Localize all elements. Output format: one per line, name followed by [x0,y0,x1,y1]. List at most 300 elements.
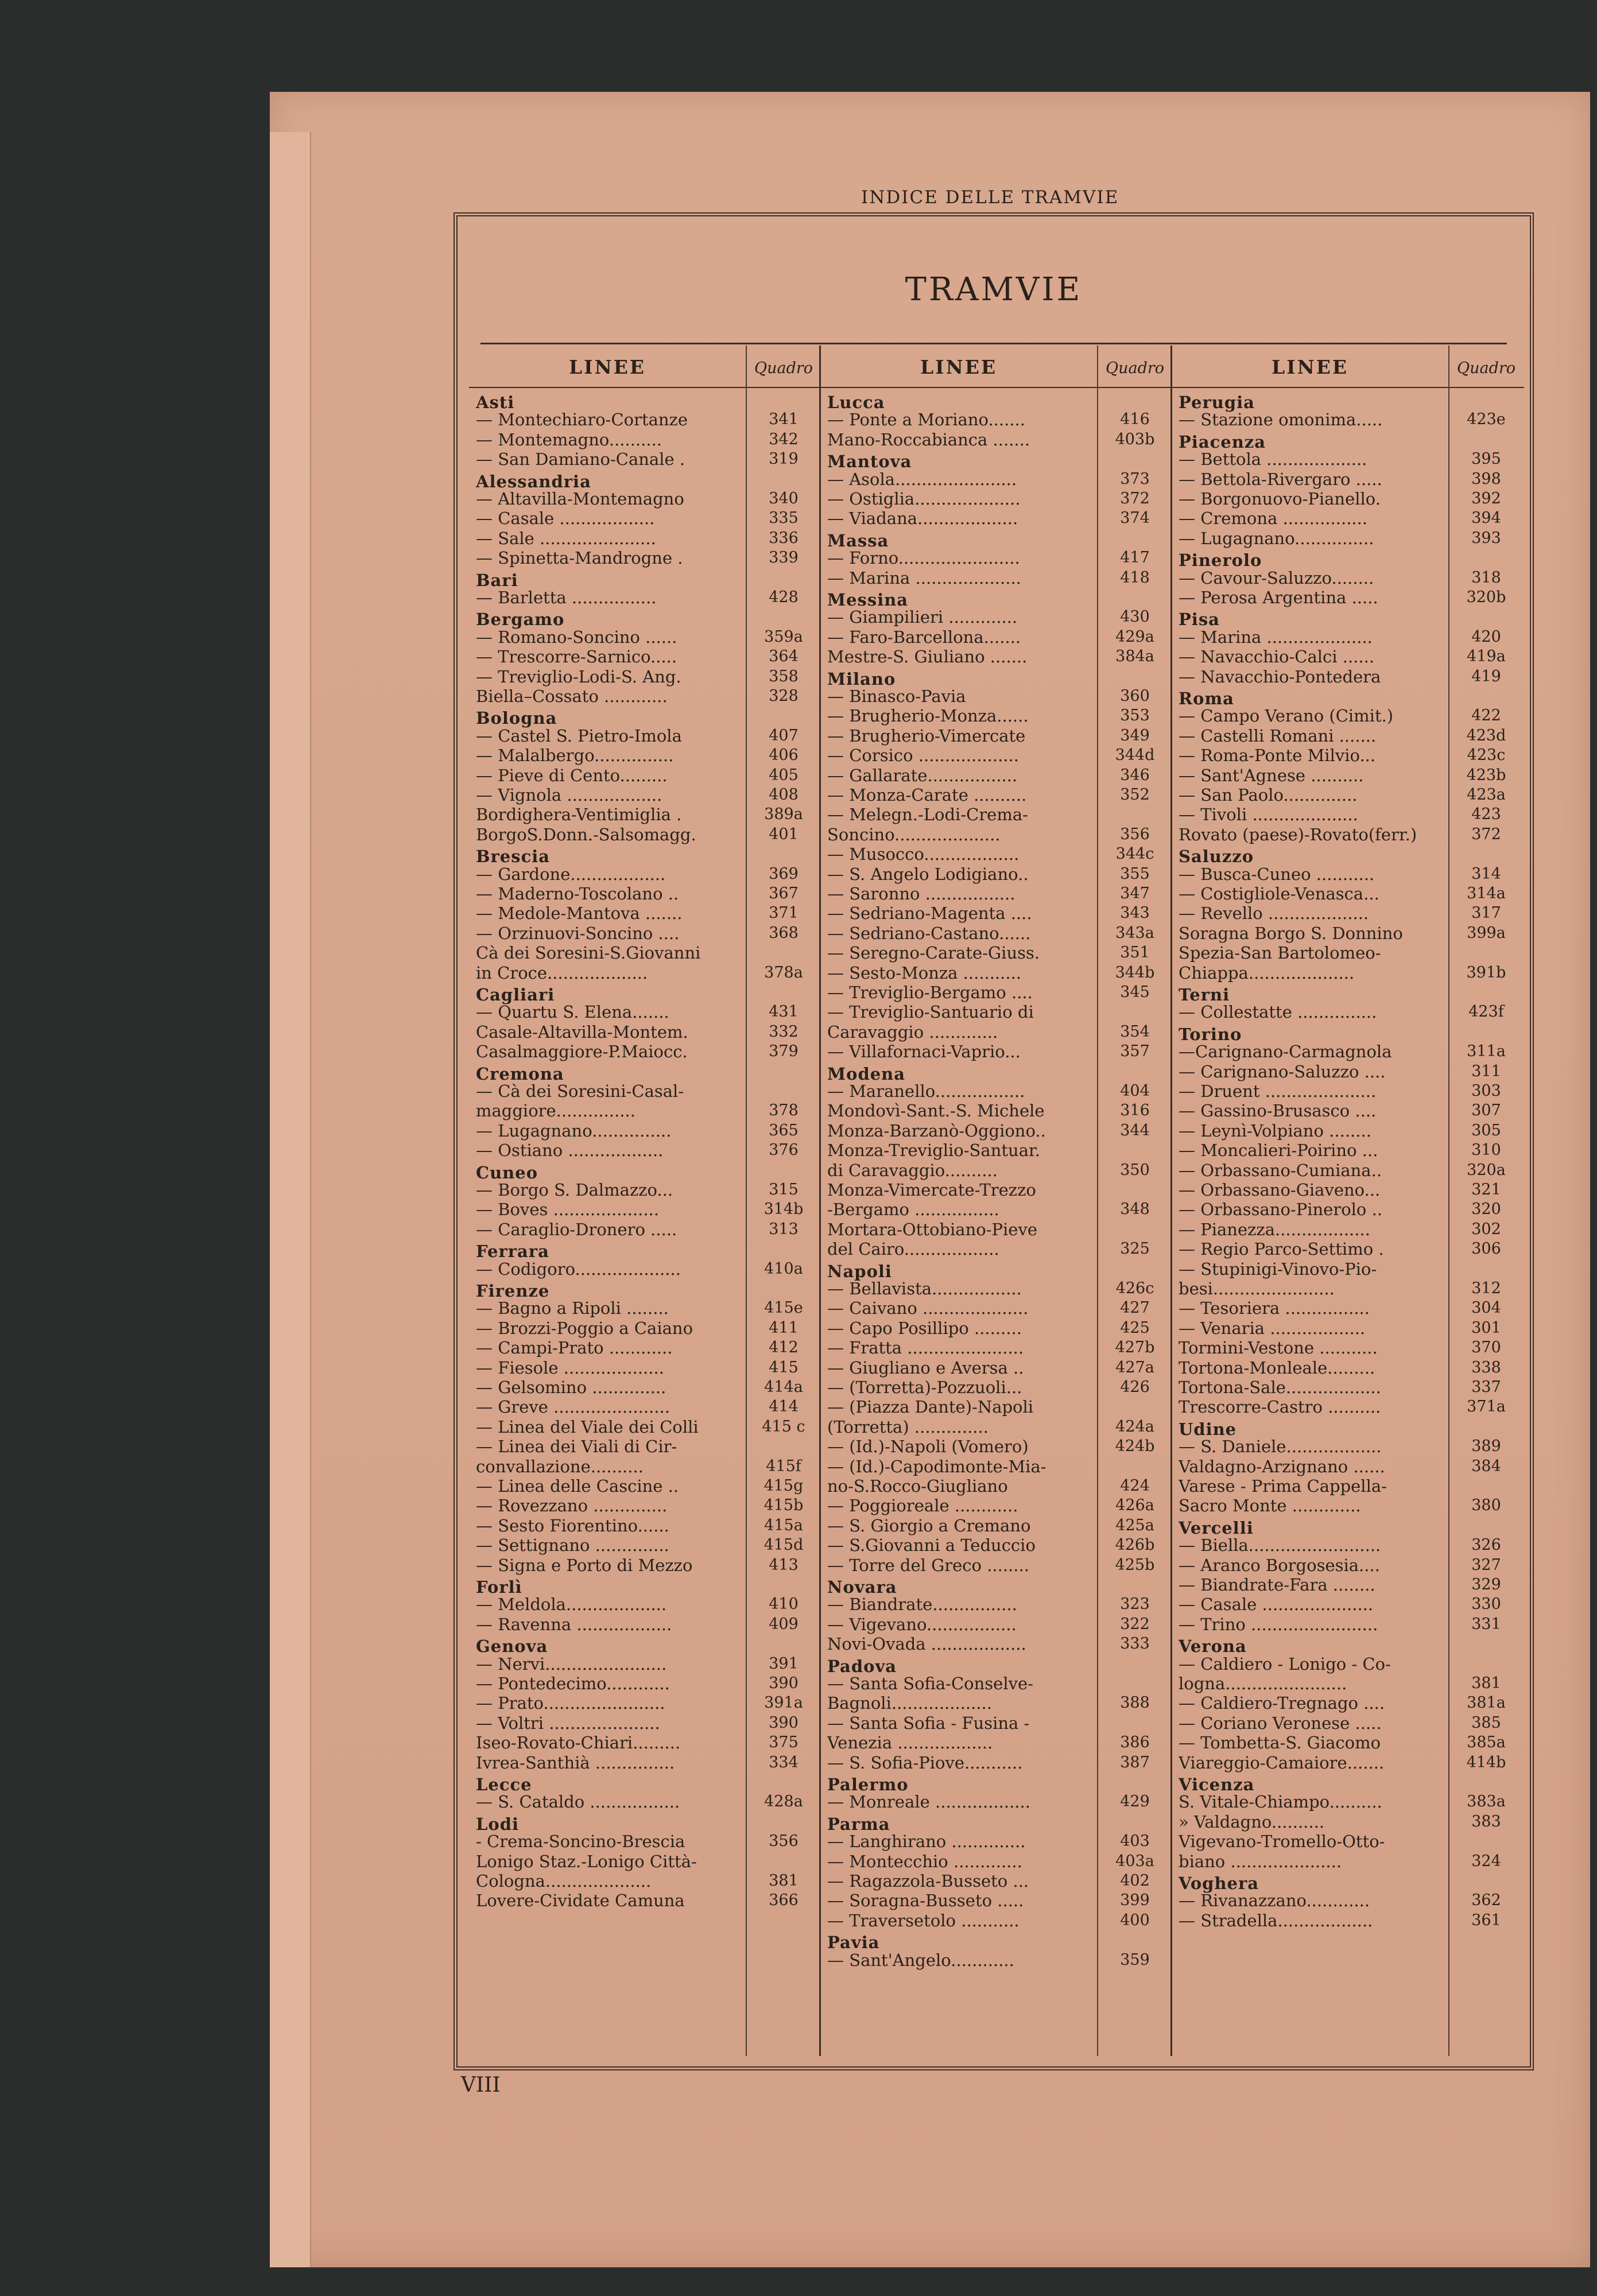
line-name: — Carignano-Saluzzo .... [1179,1061,1386,1081]
quadro-number: 359 [1120,1950,1150,1969]
index-entry [1172,1615,1524,1634]
line-name: — Sedriano-Magenta .... [827,903,1032,924]
quadro-number: 413 [769,1556,798,1574]
quadro-number: 336 [769,529,798,547]
header-rule [1172,387,1524,388]
index-entry [820,1081,1170,1101]
quadro-number: 366 [769,1891,798,1910]
index-entry [469,1871,819,1891]
index-entry [1172,1002,1524,1022]
index-entry [820,884,1170,903]
line-name: — Brozzi-Poggio a Caiano [476,1318,693,1338]
city-heading [469,708,819,728]
line-name: — Viadana................... [827,509,1018,529]
line-name: — San Paolo.............. [1179,785,1358,805]
city-name: Palermo [827,1775,909,1794]
city-name: Modena [827,1064,906,1084]
quadro-number: 322 [1120,1615,1150,1633]
quadro-number: 340 [769,490,798,507]
quadro-number: 417 [1120,549,1150,567]
line-name: — San Damiano-Canale . [476,449,685,470]
index-entry [1172,1595,1524,1614]
quadro-number: 386 [1120,1733,1150,1752]
line-name: Bordighera-Ventimiglia . [476,805,682,825]
city-heading [820,1775,1170,1794]
city-name: Bologna [476,708,557,728]
line-name: — Caldiero - Lonigo - Co- [1179,1654,1391,1674]
quadro-number: 313 [769,1220,798,1238]
line-name: — Fiesole ................... [476,1358,664,1378]
index-entry [469,529,819,548]
quadro-number: 371 [769,904,798,922]
line-name: — Stradella.................. [1179,1910,1373,1930]
city-heading [1172,432,1524,452]
city-name: Genova [476,1636,548,1657]
city-heading [469,393,819,412]
quadro-number: 384 [1471,1457,1501,1475]
quadro-number: 410 [769,1595,798,1614]
line-name: Casalmaggiore-P.Maiocc. [476,1042,688,1062]
quadro-number: 392 [1471,490,1501,507]
line-name: — Ravenna .................. [476,1614,672,1634]
quadro-number: 419 [1471,667,1501,685]
index-entry [820,1358,1170,1378]
index-entry [1172,1298,1524,1318]
index-entry [469,1141,819,1160]
index-entry [469,924,819,943]
line-name: — Montemagno.......... [476,429,662,449]
quadro-number: 301 [1471,1318,1501,1337]
line-name: — Regio Parco-Settimo . [1179,1239,1384,1259]
quadro-number: 427b [1115,1339,1155,1357]
line-name: — Moncalieri-Poirino ... [1179,1141,1378,1161]
quadro-number: 411 [769,1318,798,1337]
quadro-number: 414a [764,1378,803,1396]
line-name: Vigevano-Tromello-Otto- [1179,1832,1385,1852]
index-entry [1172,449,1524,469]
line-name: — Linea del Viale dei Colli [476,1417,699,1437]
column-3 [1172,346,1524,2056]
quadro-number: 391 [769,1654,798,1673]
index-entry [469,1220,819,1239]
index-entry [469,1852,819,1871]
line-name: — Biandrate................ [827,1595,1017,1615]
line-name: Bagnoli................... [827,1693,992,1713]
line-name: — Orbassano-Cumiana.. [1179,1160,1382,1180]
line-name: — Tombetta-S. Giacomo [1179,1733,1381,1753]
quadro-number: 403 [1120,1832,1150,1851]
index-entry [1172,1496,1524,1515]
index-entry [1172,1397,1524,1417]
line-name: — Treviglio-Lodi-S. Ang. [476,666,681,687]
city-heading [469,1064,819,1084]
line-name: » Valdagno.......... [1179,1812,1325,1832]
quadro-number: 361 [1471,1911,1501,1929]
quadro-number: 326 [1471,1536,1501,1554]
line-name: — Biandrate-Fara ........ [1179,1575,1375,1595]
index-entry [820,1101,1170,1120]
quadro-number: 415d [763,1536,804,1554]
index-entry [820,1022,1170,1042]
quadro-number: 422 [1471,707,1501,725]
index-entry [1172,1121,1524,1141]
quadro-number: 321 [1471,1181,1501,1199]
index-entry [469,1081,819,1101]
line-name: Tortona-Monleale......... [1179,1358,1375,1378]
line-name: — Gassino-Brusasco .... [1179,1101,1377,1121]
index-entry [820,1852,1170,1871]
index-entry [820,924,1170,943]
index-entry [469,1516,819,1535]
quadro-number: 350 [1120,1161,1150,1179]
line-name: — Torre del Greco ........ [827,1555,1029,1575]
city-name: Firenze [476,1281,550,1301]
line-name: — Treviglio-Santuario di [827,1002,1034,1022]
line-name: in Croce................... [476,963,648,983]
line-name: Monza-Barzanò-Oggiono.. [827,1120,1046,1141]
quadro-number: 424a [1115,1417,1154,1436]
line-name: — Maranello................. [827,1081,1025,1101]
quadro-number: 401 [769,825,798,843]
index-entry [1172,1437,1524,1456]
index-entry [1172,1733,1524,1752]
quadro-number: 425b [1115,1556,1155,1574]
line-name: — Fratta ...................... [827,1338,1024,1358]
index-entry [469,785,819,805]
quadro-number: 330 [1471,1595,1501,1614]
index-entry [1172,1180,1524,1200]
index-entry [1172,864,1524,884]
line-name: — Vigevano................. [827,1614,1017,1634]
quadro-number: 369 [769,864,798,883]
index-entry [469,1615,819,1634]
quadro-number: 383 [1471,1812,1501,1830]
line-name: Ivrea-Santhià ............... [476,1752,675,1773]
index-entry [469,1496,819,1515]
quadro-number: 352 [1120,786,1150,804]
quadro-number: 380 [1471,1496,1501,1515]
line-name: Novi-Ovada .................. [827,1634,1026,1654]
line-name: — Ragazzola-Busseto ... [827,1871,1029,1891]
city-heading [1172,1420,1524,1439]
line-name: — (Id.)-Napoli (Vomero) [827,1437,1029,1457]
line-name: — Tivoli .................... [1179,805,1358,825]
index-entry [469,1832,819,1851]
line-name: Caravaggio ............. [827,1022,998,1042]
index-entry [469,1476,819,1496]
page-number: VIII [461,2073,501,2097]
line-name: — Malalbergo............... [476,746,674,766]
index-entry [1172,1141,1524,1160]
quadro-number: 415 c [762,1417,805,1436]
quadro-number: 318 [1471,568,1501,587]
line-name: — Venaria .................. [1179,1318,1366,1338]
index-entry [820,1161,1170,1180]
city-name: Torino [1179,1024,1242,1044]
line-name: no-S.Rocco-Giugliano [827,1476,1008,1496]
index-entry [1172,1239,1524,1259]
city-name: Voghera [1179,1874,1259,1893]
quadro-number: 414 [769,1398,798,1416]
line-name: — Tesoriera ................ [1179,1298,1370,1318]
line-name: — Pieve di Cento......... [476,765,668,785]
index-entry [820,726,1170,746]
header-rule [469,387,819,388]
line-name: — Trino ........................ [1179,1614,1378,1634]
index-entry [1172,1081,1524,1101]
city-name: Napoli [827,1261,892,1281]
line-name: Monza-Treviglio-Santuar. [827,1141,1040,1161]
index-entry [1172,1318,1524,1338]
index-entry [469,1713,819,1733]
line-name: — Bettola-Rivergaro ..... [1179,469,1382,489]
city-name: Verona [1179,1636,1247,1657]
quadro-number: 332 [769,1022,798,1041]
quadro-number: 415g [763,1477,804,1495]
columns [469,346,1518,2056]
line-name: — Gallarate................. [827,765,1018,785]
line-name: — Stupinigi-Vinovo-Pio- [1179,1259,1377,1279]
quadro-number: 368 [769,924,798,942]
line-name: — Cà dei Soresini-Casal- [476,1081,684,1101]
index-entry [820,1516,1170,1535]
line-name: — Navacchio-Pontedera [1179,666,1381,687]
quadro-number: 387 [1120,1753,1150,1771]
city-heading [469,1775,819,1794]
line-name: — Sant'Agnese .......... [1179,765,1364,785]
quadro-number: 423e [1467,410,1506,429]
line-name: — Caraglio-Dronero ..... [476,1219,677,1239]
quadro-number: 429a [1115,627,1154,646]
index-entry [820,1871,1170,1891]
quadro-number: 395 [1471,450,1501,468]
quadro-number: 423f [1468,1003,1504,1021]
line-name: — Santa Sofia - Fusina - [827,1713,1030,1733]
index-entry [469,1556,819,1575]
index-entry [820,1496,1170,1515]
index-entry [1172,903,1524,923]
line-name: — Santa Sofia-Conselve- [827,1674,1033,1693]
quadro-number: 428a [764,1793,803,1811]
quadro-number: 403a [1115,1852,1154,1870]
line-name: — Monza-Carate .......... [827,785,1027,805]
line-name: — Prato....................... [476,1693,665,1713]
quadro-number: 409 [769,1615,798,1633]
city-name: Milano [827,669,896,689]
quadro-number: 428 [769,588,798,606]
quadro-number: 316 [1120,1102,1150,1120]
index-entry [469,1121,819,1141]
line-name: Cà dei Soresini-S.Giovanni [476,943,701,963]
line-name: — Caldiero-Tregnago .... [1179,1693,1385,1713]
line-name: — Faro-Barcellona....... [827,627,1021,647]
title-rule [480,343,1507,344]
index-entry [820,1180,1170,1200]
index-entry [1172,1200,1524,1219]
index-entry [820,687,1170,706]
quadro-number: 412 [769,1339,798,1357]
line-name: — Voltri ..................... [476,1713,660,1733]
line-name: — Rovezzano .............. [476,1496,668,1516]
line-name: S. Vitale-Chiampo.......... [1179,1792,1382,1812]
line-name: — Corsico ................... [827,746,1019,766]
quadro-number: 367 [769,885,798,902]
quadro-number: 379 [769,1042,798,1061]
line-name: — Costigliole-Venasca... [1179,884,1379,903]
quadro-number: 320a [1467,1161,1506,1179]
index-entry [469,1022,819,1042]
quadro-number: 339 [769,549,798,567]
index-entry [469,1457,819,1476]
index-entry [469,627,819,647]
city-heading [469,1242,819,1261]
city-name: Massa [827,530,889,550]
index-entry [820,1891,1170,1910]
index-entry [820,1121,1170,1141]
city-heading [820,452,1170,471]
quadro-number: 430 [1120,608,1150,626]
quadro-number: 317 [1471,904,1501,922]
city-heading [469,985,819,1004]
index-entry [1172,1378,1524,1397]
quadro-number: 431 [769,1003,798,1021]
quadro-number: 426 [1120,1378,1150,1396]
quadro-number: 426b [1115,1536,1155,1554]
line-name: — Casale .................. [476,509,655,529]
quadro-number: 426c [1115,1279,1154,1297]
line-name: — Pontedecimo............ [476,1674,670,1693]
quadro-number: 370 [1471,1339,1501,1357]
quadro-number: 315 [769,1181,798,1199]
line-name: — Revello ................... [1179,903,1369,924]
quadro-number: 314a [1467,885,1506,902]
quadro-number: 378 [769,1102,798,1120]
quadro-number: 425a [1115,1516,1154,1534]
line-name: — Lugagnano............... [476,1120,672,1141]
index-entry [820,1713,1170,1733]
quadro-number: 423d [1466,726,1506,744]
line-name: maggiore............... [476,1101,635,1121]
index-entry [820,1417,1170,1437]
column-header-linee: LINEE [920,356,998,378]
quadro-number: 394 [1471,509,1501,528]
index-entry [820,903,1170,923]
index-entry [820,983,1170,1002]
quadro-number: 311a [1467,1042,1506,1061]
quadro-number: 398 [1471,470,1501,488]
quadro-number: 388 [1120,1694,1150,1712]
index-entry [820,1792,1170,1812]
index-entry [820,1378,1170,1397]
line-name: — Druent ..................... [1179,1081,1377,1101]
line-name: —Carignano-Carmagnola [1179,1042,1392,1062]
quadro-number: 402 [1120,1872,1150,1890]
quadro-number: 348 [1120,1200,1150,1219]
index-entry [1172,1753,1524,1773]
line-name: — Barletta ................ [476,588,657,607]
line-name: — Soragna-Busseto ..... [827,1891,1024,1911]
line-name: — Ostiano .................. [476,1141,664,1161]
index-entry [1172,1713,1524,1733]
quadro-number: 415 [769,1358,798,1376]
line-name: Lovere-Cividate Camuna [476,1891,685,1911]
quadro-number: 356 [1120,825,1150,843]
line-name: — Treviglio-Bergamo .... [827,983,1033,1002]
quadro-number: 415a [764,1516,803,1534]
quadro-number: 364 [769,647,798,666]
line-name: — Ponte a Moriano....... [827,410,1025,430]
index-entry [820,548,1170,568]
index-entry [469,1397,819,1417]
index-entry [469,588,819,607]
quadro-number: 371a [1467,1398,1506,1416]
index-entry [820,825,1170,844]
line-name: — Sale ...................... [476,528,656,548]
line-name: — Sedriano-Castano...... [827,923,1031,943]
index-entry [1172,1654,1524,1674]
quadro-number: 344d [1115,746,1155,765]
city-name: Roma [1179,689,1234,708]
index-entry [820,1693,1170,1713]
index-entry [820,509,1170,528]
line-name: — Cavour-Saluzzo........ [1179,568,1374,588]
quadro-number: 320b [1466,588,1506,606]
city-heading [820,590,1170,610]
line-name: — Seregno-Carate-Giuss. [827,943,1040,963]
index-entry [1172,726,1524,746]
line-name: — Orbassano-Giaveno... [1179,1180,1381,1200]
quadro-number: 381a [1467,1694,1506,1712]
city-heading [820,1657,1170,1676]
city-heading [820,669,1170,689]
city-heading [1172,610,1524,629]
index-entry [1172,1693,1524,1713]
line-name: — Aranco Borgosesia.... [1179,1555,1380,1575]
line-name: — Orzinuovi-Soncino .... [476,923,680,943]
quadro-number: 429 [1120,1793,1150,1811]
index-entry [469,489,819,509]
quadro-number: 393 [1471,529,1501,547]
line-name: — S. Sofia-Piove........... [827,1752,1023,1773]
quadro-number: 423b [1466,766,1506,784]
quadro-number: 343a [1115,924,1154,942]
quadro-number: 307 [1471,1102,1501,1120]
running-head: INDICE DELLE TRAMVIE [861,187,1119,208]
quadro-number: 420 [1471,627,1501,646]
index-entry [469,1101,819,1120]
quadro-number: 416 [1120,410,1150,429]
column-header-quadro: Quadro [754,359,813,377]
index-entry [1172,1161,1524,1180]
index-entry [1172,1535,1524,1555]
line-name: — Marina .................... [827,568,1021,588]
index-entry [469,410,819,429]
line-name: — (Piazza Dante)-Napoli [827,1397,1034,1417]
index-entry [1172,1792,1524,1812]
index-entry [469,1733,819,1752]
quadro-number: 389a [764,805,803,824]
index-entry [469,884,819,903]
line-name: del Cairo.................. [827,1239,999,1259]
index-entry [820,1298,1170,1318]
index-entry [820,1141,1170,1160]
index-entry [820,706,1170,726]
line-name: — Poggioreale ............ [827,1496,1018,1516]
index-entry [1172,825,1524,844]
quadro-number: 424b [1115,1437,1155,1456]
quadro-number: 347 [1120,885,1150,902]
index-entry [469,1753,819,1773]
